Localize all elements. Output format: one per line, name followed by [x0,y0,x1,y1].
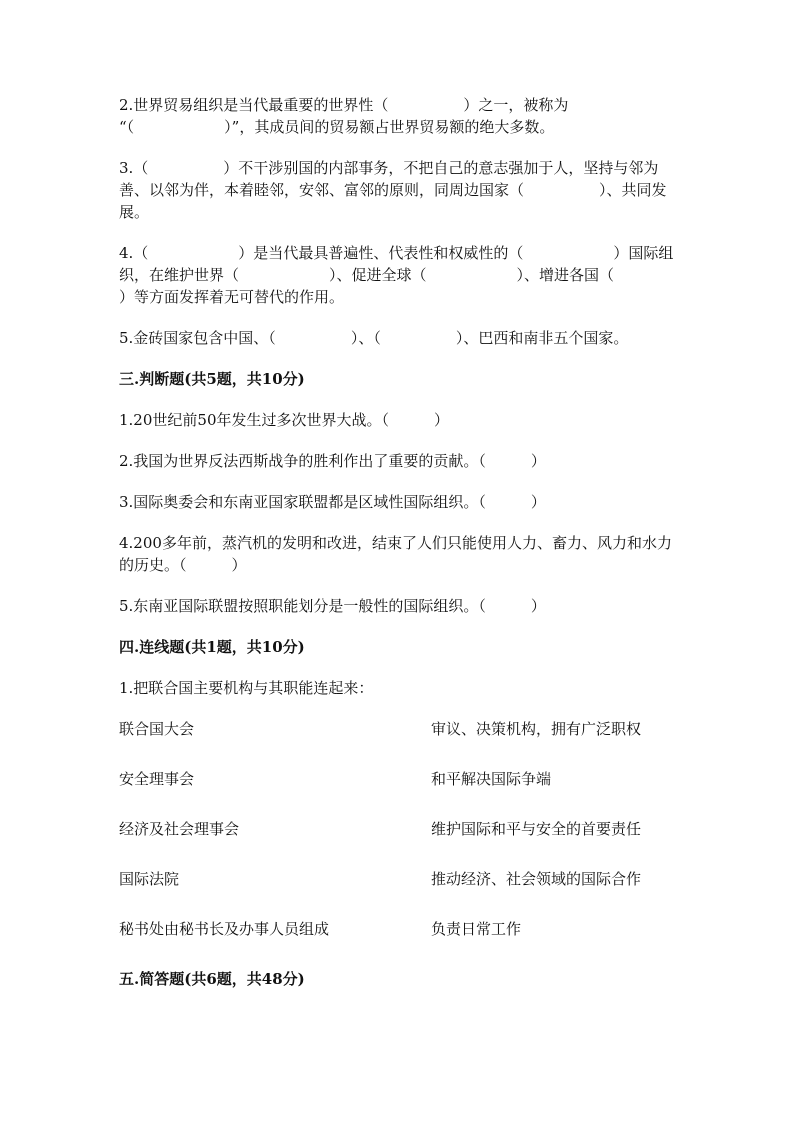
match-row [119,918,679,940]
match-left-item: 秘书处由秘书长及办事人员组成 [119,920,330,938]
matching-question: 1.把联合国主要机构与其职能连起来： [119,679,374,697]
fill-blank-item-5: 5.金砖国家包含中国、（ ）、（ ）、巴西和南非五个国家。 [119,329,629,347]
short-answer-section-title: 五.简答题(共6题，共48分) [119,970,305,988]
match-right-item: 审议、决策机构，拥有广泛职权 [431,720,642,738]
match-right-item: 负责日常工作 [431,920,522,938]
match-row [119,768,679,790]
fill-blank-item-2: 2.世界贸易组织是当代最重要的世界性（ ）之一，被称为 “（ ）”，其成员间的贸易额占世界贸易额的绝大多数。 [119,96,569,136]
fill-blank-item-3: 3.（ ）不干涉别国的内部事务，不把自己的意志强加于人，坚持与邻为善、以邻为伴，本着睦邻，安邻、富邻的原则，同周边国家（ ）、共同发展。 [119,159,667,221]
match-right-item: 维护国际和平与安全的首要责任 [431,820,642,838]
exam-page [119,94,705,1009]
match-left-item: 联合国大会 [119,720,195,738]
judge-item-1: 1.20世纪前50年发生过多次世界大战。（ ） [119,411,449,429]
judge-item-2: 2.我国为世界反法西斯战争的胜利作出了重要的贡献。（ ） [119,452,546,470]
fill-blank-item-4: 4.（ ）是当代最具普遍性、代表性和权威性的（ ）国际组织，在维护世界（ ）、促进全球（ ）、增进各国（ ）等方面发挥着无可替代的作用。 [119,244,705,306]
match-row [119,818,679,840]
matching-section-title: 四.连线题(共1题，共10分) [119,638,305,656]
judge-section [119,368,679,617]
judge-section-title: 三.判断题(共5题，共10分) [119,370,305,388]
judge-item-5: 5.东南亚国际联盟按照职能划分是一般性的国际组织。（ ） [119,597,546,615]
match-row [119,868,679,890]
fill-blank-section [119,94,705,349]
match-left-item: 国际法院 [119,870,180,888]
short-answer-section [119,968,679,990]
match-right-item: 推动经济、社会领域的国际合作 [431,870,642,888]
match-left-item: 安全理事会 [119,770,195,788]
match-right-item: 和平解决国际争端 [431,770,552,788]
judge-item-3: 3.国际奥委会和东南亚国家联盟都是区域性国际组织。（ ） [119,493,546,511]
match-left-item: 经济及社会理事会 [119,820,240,838]
match-row [119,718,679,740]
matching-section [119,636,679,940]
judge-item-4: 4.200多年前，蒸汽机的发明和改进，结束了人们只能使用人力、畜力、风力和水力的历史。（ ） [119,534,672,574]
